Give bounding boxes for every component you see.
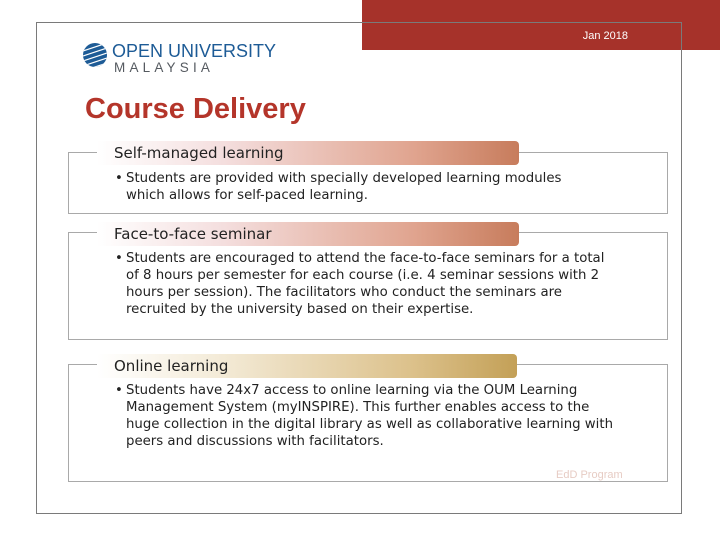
section-body-face-to-face: • Students are encouraged to attend the face-to-face seminars for a total of 8 hours per semester for each course (i.e. 4 seminar sessions with 2 hours per session). The facilitators who conduct the seminars are recruited by the university based on their expertise.: [115, 250, 615, 318]
section-heading-online: Online learning: [97, 354, 517, 378]
page-title: Course Delivery: [85, 93, 306, 125]
section-text-face-to-face: Students are encouraged to attend the face-to-face seminars for a total of 8 hours per semester for each course (i.e. 4 seminar sessions with 2 hours per session). The facilitators who conduct the seminars are recruited by the university based on their expertise.: [126, 251, 605, 317]
logo-name: OPEN UNIVERSITY: [112, 41, 277, 61]
section-heading-self-managed: Self-managed learning: [97, 141, 519, 165]
header-date: Jan 2018: [582, 30, 628, 42]
section-heading-face-to-face: Face-to-face seminar: [97, 222, 519, 246]
section-text-online: Students have 24x7 access to online learning via the OUM Learning Management System (myINSPIRE). This further enables access to the huge collection in the digital library as well as collaborative learning with peers and discussions with facilitators.: [126, 383, 613, 449]
university-logo: [82, 41, 282, 81]
section-body-online: • Students have 24x7 access to online learning via the OUM Learning Management System (myINSPIRE). This further enables access to the huge collection in the digital library as well as collaborative learning with peers and discussions with facilitators.: [115, 382, 625, 450]
section-text-self-managed: Students are provided with specially developed learning modules which allows for self-paced learning.: [126, 171, 562, 203]
section-body-self-managed: • Students are provided with specially developed learning modules which allows for self-paced learning.: [115, 170, 573, 204]
globe-logo-icon: [82, 42, 108, 68]
logo-country: MALAYSIA: [114, 60, 215, 75]
footer-program-label: EdD Program: [556, 469, 623, 481]
